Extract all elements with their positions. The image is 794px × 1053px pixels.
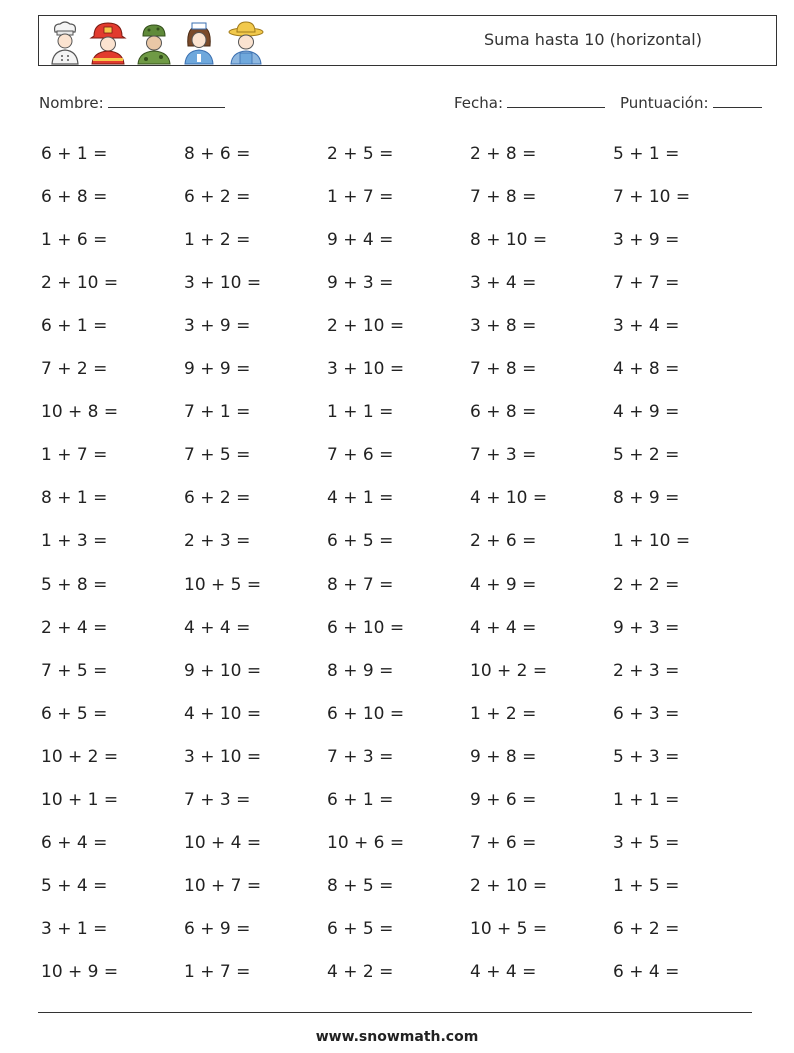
problem-item: 4 + 4 = [470,617,537,638]
problem-item: 5 + 4 = [41,875,108,896]
footer-website: www.snowmath.com [315,1029,479,1045]
problem-item: 7 + 3 = [327,746,394,767]
problem-item: 8 + 9 = [327,660,394,681]
problem-item: 6 + 1 = [41,144,108,164]
problem-item: 5 + 2 = [613,445,680,466]
problem-item: 9 + 8 = [470,746,537,767]
problem-item: 3 + 10 = [327,359,405,380]
footer-divider [38,1012,752,1013]
problem-item: 9 + 3 = [613,617,680,638]
problem-item: 6 + 8 = [41,187,108,208]
problem-item: 3 + 8 = [470,316,537,337]
problem-item: 6 + 10 = [327,617,405,638]
problem-item: 3 + 10 = [184,746,262,767]
problem-item: 6 + 5 = [327,918,394,939]
problem-item: 3 + 4 = [470,273,537,294]
problem-item: 7 + 3 = [184,789,251,810]
problem-item: 3 + 4 = [613,316,680,337]
problem-item: 2 + 5 = [327,144,394,164]
problem-item: 7 + 6 = [327,445,394,466]
problem-item: 3 + 10 = [184,273,262,294]
problem-item: 10 + 7 = [184,875,262,896]
problem-item: 10 + 6 = [327,832,405,853]
problem-item: 4 + 10 = [470,488,548,509]
problem-item: 8 + 1 = [41,488,108,509]
problem-item: 6 + 1 = [327,789,394,810]
problem-item: 10 + 4 = [184,832,262,853]
problem-item: 7 + 10 = [613,187,691,208]
problem-item: 7 + 3 = [470,445,537,466]
problem-item: 9 + 6 = [470,789,537,810]
problem-item: 3 + 9 = [184,316,251,337]
problem-item: 1 + 7 = [327,187,394,208]
problem-item: 8 + 6 = [184,144,251,164]
problem-item: 10 + 2 = [470,660,548,681]
problem-item: 6 + 8 = [470,402,537,423]
problem-item: 9 + 9 = [184,359,251,380]
firefighter-icon [89,20,127,66]
problem-item: 6 + 2 = [184,488,251,509]
problem-item: 1 + 5 = [613,875,680,896]
name-label: Nombre: [39,94,104,112]
problem-item: 4 + 1 = [327,488,394,509]
problem-item: 7 + 5 = [184,445,251,466]
problem-item: 5 + 3 = [613,746,680,767]
problem-item: 6 + 5 = [41,703,108,724]
worksheet-title: Suma hasta 10 (horizontal) [484,30,702,49]
problem-item: 1 + 10 = [613,531,691,552]
problem-item: 7 + 8 = [470,187,537,208]
problem-item: 2 + 10 = [327,316,405,337]
score-field[interactable] [620,93,762,112]
problem-item: 6 + 9 = [184,918,251,939]
problem-item: 3 + 1 = [41,918,108,939]
problem-item: 4 + 2 = [327,961,394,982]
nurse-icon [181,20,217,66]
date-line[interactable] [507,93,605,108]
problem-item: 6 + 1 = [41,316,108,337]
problem-item: 6 + 2 = [613,918,680,939]
problem-item: 1 + 2 = [184,230,251,251]
problem-item: 5 + 1 = [613,144,680,164]
problem-item: 2 + 8 = [470,144,537,164]
problem-item: 10 + 5 = [184,574,262,595]
problem-item: 4 + 4 = [184,617,251,638]
problem-item: 4 + 8 = [613,359,680,380]
problem-item: 2 + 3 = [184,531,251,552]
score-label: Puntuación: [620,94,709,112]
problem-item: 9 + 4 = [327,230,394,251]
problem-item: 1 + 2 = [470,703,537,724]
problem-item: 2 + 3 = [613,660,680,681]
problem-item: 4 + 9 = [470,574,537,595]
score-line[interactable] [713,93,762,108]
problem-item: 10 + 2 = [41,746,119,767]
problem-item: 9 + 3 = [327,273,394,294]
problem-item: 6 + 2 = [184,187,251,208]
header-box [38,15,777,66]
problem-item: 7 + 1 = [184,402,251,423]
problem-item: 6 + 5 = [327,531,394,552]
farmer-icon [227,20,265,66]
problem-item: 6 + 4 = [41,832,108,853]
problem-item: 6 + 4 = [613,961,680,982]
problem-item: 10 + 8 = [41,402,119,423]
problem-item: 8 + 9 = [613,488,680,509]
problem-item: 5 + 8 = [41,574,108,595]
problem-item: 1 + 6 = [41,230,108,251]
problem-item: 8 + 7 = [327,574,394,595]
problem-item: 7 + 5 = [41,660,108,681]
date-field[interactable] [454,93,605,112]
problem-item: 1 + 1 = [327,402,394,423]
problem-item: 8 + 5 = [327,875,394,896]
name-line[interactable] [108,93,225,108]
problem-item: 2 + 10 = [41,273,119,294]
problem-item: 2 + 6 = [470,531,537,552]
problem-item: 8 + 10 = [470,230,548,251]
problem-item: 3 + 9 = [613,230,680,251]
chef-icon [47,20,83,66]
problem-item: 1 + 7 = [184,961,251,982]
soldier-icon [135,20,173,66]
problem-item: 4 + 9 = [613,402,680,423]
problem-item: 3 + 5 = [613,832,680,853]
problem-item: 7 + 8 = [470,359,537,380]
problem-item: 1 + 3 = [41,531,108,552]
problem-item: 6 + 10 = [327,703,405,724]
problem-item: 6 + 3 = [613,703,680,724]
problem-item: 2 + 2 = [613,574,680,595]
name-field[interactable] [39,93,225,112]
problem-item: 10 + 5 = [470,918,548,939]
problem-item: 2 + 4 = [41,617,108,638]
problem-item: 4 + 4 = [470,961,537,982]
date-label: Fecha: [454,94,504,112]
problem-item: 1 + 7 = [41,445,108,466]
problem-item: 1 + 1 = [613,789,680,810]
problem-item: 7 + 2 = [41,359,108,380]
problem-item: 7 + 6 = [470,832,537,853]
problem-item: 7 + 7 = [613,273,680,294]
problem-item: 10 + 1 = [41,789,119,810]
problem-item: 10 + 9 = [41,961,119,982]
problem-item: 9 + 10 = [184,660,262,681]
problem-item: 4 + 10 = [184,703,262,724]
problem-item: 2 + 10 = [470,875,548,896]
